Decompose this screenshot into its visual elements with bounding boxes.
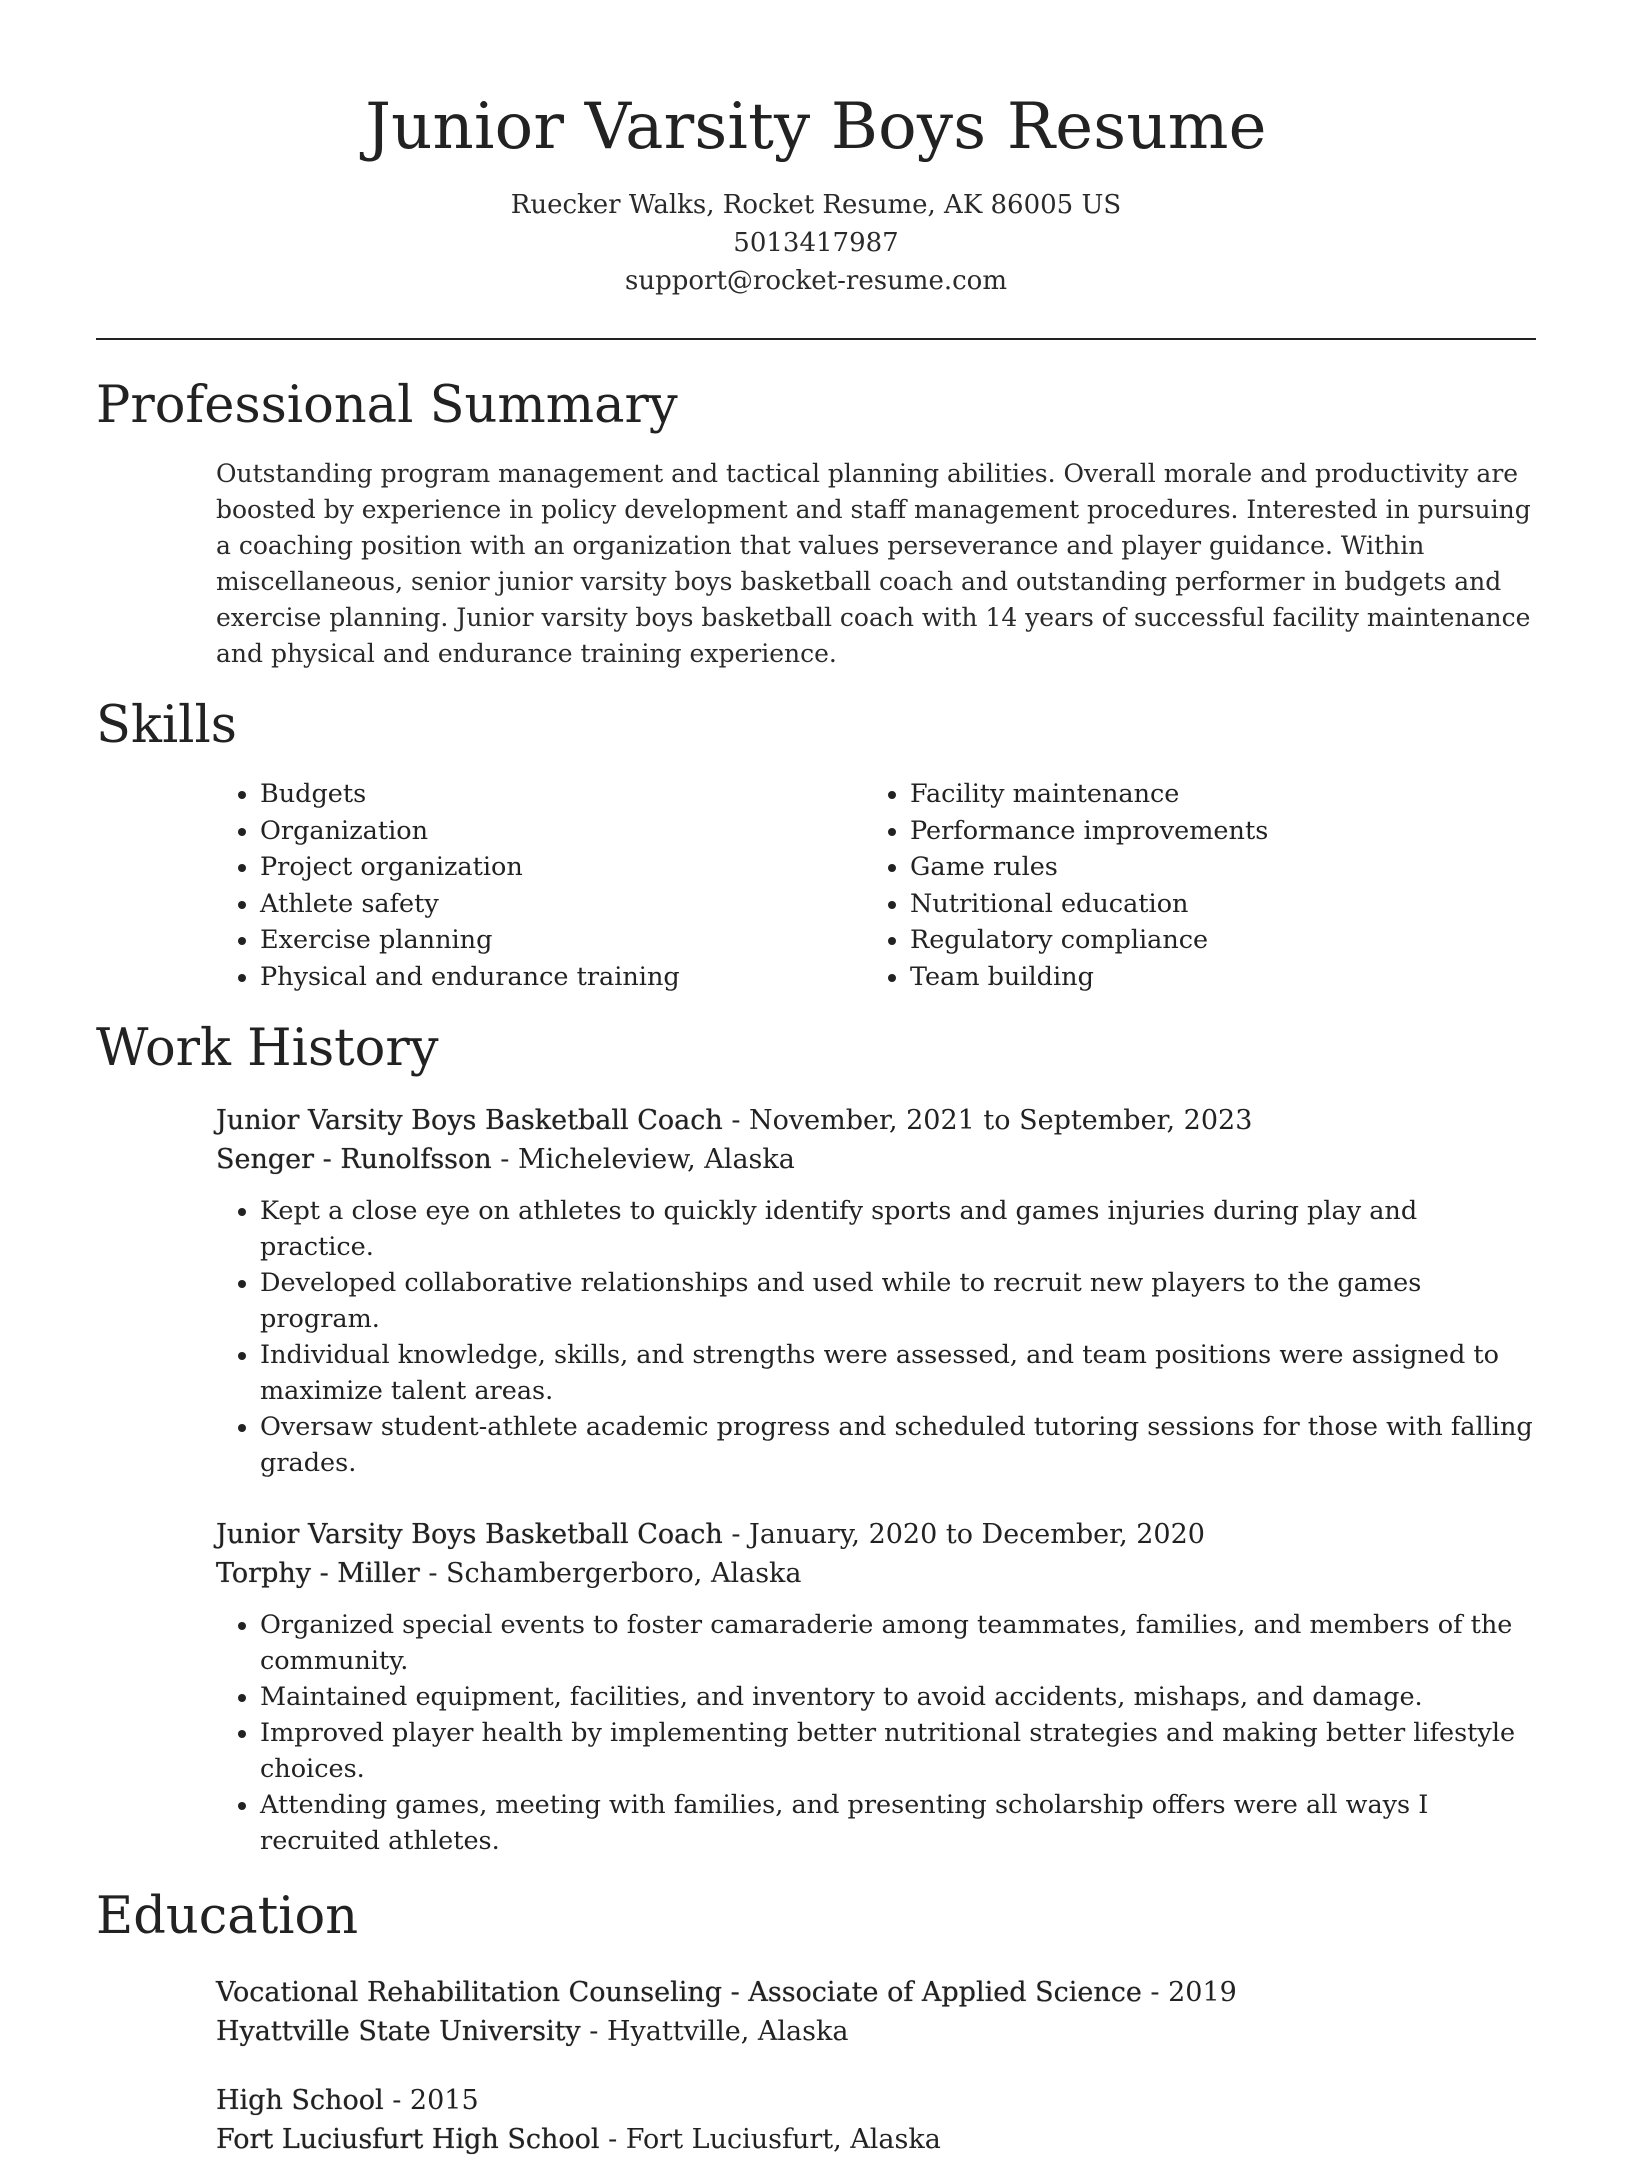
job-company-line: [216, 1140, 1536, 1179]
header-divider: [96, 338, 1536, 340]
education-degree: High School: [216, 2085, 384, 2116]
separator: -: [500, 1144, 518, 1175]
education-title: Education: [96, 1887, 359, 1946]
candidate-name: Junior Varsity Boys Resume: [365, 90, 1267, 164]
separator: -: [731, 1519, 750, 1550]
separator: -: [589, 2016, 607, 2047]
job-bullet: • Individual knowledge, skills, and strengths were assessed, and team positions were assigned to maximize talent areas.: [260, 1337, 1536, 1409]
skill-item: • Organization: [260, 813, 866, 850]
skill-item: • Regulatory compliance: [910, 922, 1516, 959]
skill-item: • Project organization: [260, 849, 866, 886]
skills-column-left: [216, 776, 866, 995]
work-history-title: Work History: [96, 1019, 439, 1078]
job-bullet: • Attending games, meeting with families, and presenting scholarship offers were all ways I recruited athletes.: [260, 1787, 1536, 1859]
job-role: Junior Varsity Boys Basketball Coach: [216, 1105, 723, 1136]
summary-text: Outstanding program management and tactical planning abilities. Overall morale and productivity are boosted by experience in policy development and staff management procedures. Interested in pursuing a coaching position with an organization that values perseverance and player guidance. Within miscellaneous, senior junior varsity boys basketball coach and outstanding performer in budgets and exercise planning. Junior varsity boys basketball coach with 14 years of successful facility maintenance and physical and endurance training experience.: [216, 459, 1531, 668]
separator: -: [1150, 1977, 1169, 2008]
education-school: Hyattville State University: [216, 2016, 581, 2047]
education-school-line: [216, 2120, 1536, 2159]
skill-item: • Nutritional education: [910, 886, 1516, 923]
education-school: Fort Luciusfurt High School: [216, 2124, 600, 2155]
skill-item: • Budgets: [260, 776, 866, 813]
work-history-section: [96, 1019, 1536, 1859]
education-location: Fort Luciusfurt, Alaska: [625, 2124, 941, 2155]
job-heading: [216, 1515, 1536, 1554]
job-bullet: • Organized special events to foster camaraderie among teammates, families, and members of the community.: [260, 1607, 1536, 1679]
job-bullet: • Improved player health by implementing better nutritional strategies and making better lifestyle choices.: [260, 1715, 1536, 1787]
separator: -: [608, 2124, 626, 2155]
job-bullet: • Developed collaborative relationships and used while to recruit new players to the games program.: [260, 1265, 1536, 1337]
address: Ruecker Walks, Rocket Resume, AK 86005 US: [510, 190, 1122, 220]
resume-page: [96, 0, 1536, 2159]
skill-item: • Exercise planning: [260, 922, 866, 959]
job-dates: January, 2020 to December, 2020: [749, 1519, 1205, 1550]
job-location: Micheleview, Alaska: [517, 1144, 795, 1175]
skills-section: [96, 696, 1536, 995]
job-company: Torphy - Miller: [216, 1558, 420, 1589]
education-entry: [216, 1973, 1536, 2051]
resume-header: [96, 0, 1536, 340]
education-degree-line: [216, 1973, 1536, 2012]
job-dates: November, 2021 to September, 2023: [749, 1105, 1253, 1136]
job-bullets: [216, 1607, 1536, 1859]
education-location: Hyattville, Alaska: [607, 2016, 849, 2047]
separator: -: [392, 2085, 410, 2116]
skill-item: • Game rules: [910, 849, 1516, 886]
job-bullets: [216, 1193, 1536, 1481]
skill-item: • Physical and endurance training: [260, 959, 866, 996]
contact-block: [96, 186, 1536, 300]
skill-item: • Facility maintenance: [910, 776, 1516, 813]
separator: -: [428, 1558, 447, 1589]
summary-title: Professional Summary: [96, 376, 678, 435]
education-section: [96, 1887, 1536, 2159]
education-degree: Vocational Rehabilitation Counseling - Associate of Applied Science: [216, 1977, 1142, 2008]
summary-section: [96, 376, 1536, 672]
job-bullet: • Maintained equipment, facilities, and inventory to avoid accidents, mishaps, and damage.: [260, 1679, 1536, 1715]
education-year: 2015: [409, 2085, 479, 2116]
job-location: Schambergerboro, Alaska: [446, 1558, 802, 1589]
job-heading: [216, 1101, 1536, 1140]
skill-item: • Performance improvements: [910, 813, 1516, 850]
job-role: Junior Varsity Boys Basketball Coach: [216, 1519, 723, 1550]
education-entry: [216, 2081, 1536, 2159]
job-company-line: [216, 1554, 1536, 1593]
education-degree-line: [216, 2081, 1536, 2120]
separator: -: [731, 1105, 750, 1136]
skills-title: Skills: [96, 696, 237, 755]
job-bullet: • Kept a close eye on athletes to quickly identify sports and games injuries during play and practice.: [260, 1193, 1536, 1265]
phone: 5013417987: [733, 228, 899, 258]
job-bullet: • Oversaw student-athlete academic progress and scheduled tutoring sessions for those with falling grades.: [260, 1409, 1536, 1481]
job-entry: [216, 1515, 1536, 1859]
education-year: 2019: [1168, 1977, 1237, 2008]
job-entry: [216, 1101, 1536, 1481]
job-company: Senger - Runolfsson: [216, 1144, 492, 1175]
skill-item: • Team building: [910, 959, 1516, 996]
skills-column-right: [866, 776, 1516, 995]
skill-item: • Athlete safety: [260, 886, 866, 923]
education-school-line: [216, 2012, 1536, 2051]
skills-grid: [216, 776, 1536, 995]
email: support@rocket-resume.com: [624, 266, 1007, 296]
